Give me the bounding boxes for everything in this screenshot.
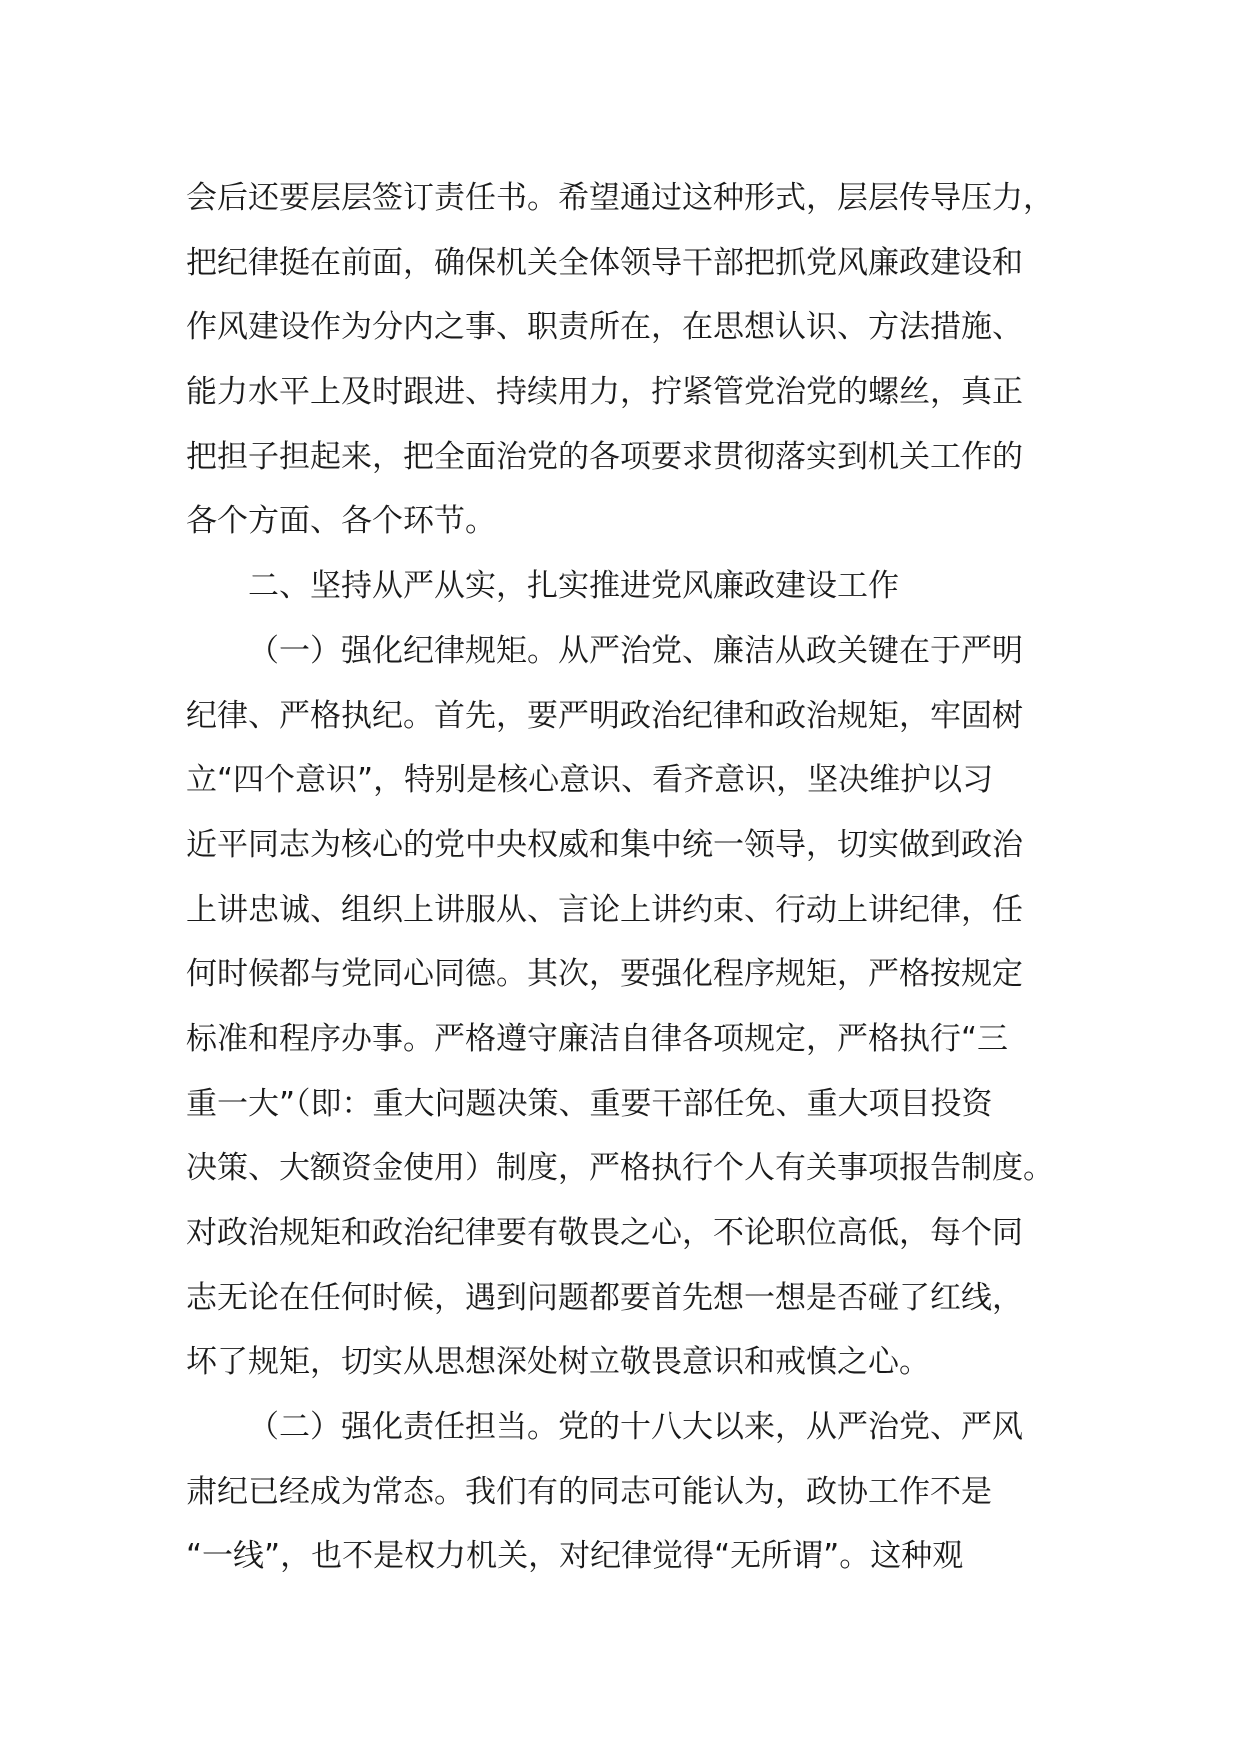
- text-line: 近平同志为核心的党中央权威和集中统一领导，切实做到政治: [186, 826, 1023, 863]
- subsection-heading: （一）强化纪律规矩。从严治党、廉洁从政关键在于严明: [248, 632, 1023, 669]
- text-line: 纪律、严格执纪。首先，要严明政治纪律和政治规矩，牢固树: [186, 697, 1023, 734]
- subsection-heading: （二）强化责任担当。党的十八大以来，从严治党、严风: [248, 1409, 1023, 1446]
- text-line: 各个方面、各个环节。: [186, 503, 496, 540]
- text-line: 把担子担起来，把全面治党的各项要求贯彻落实到机关工作的: [186, 438, 1023, 475]
- text-line: 作风建设作为分内之事、职责所在，在思想认识、方法措施、: [186, 309, 1023, 346]
- text-line: 何时候都与党同心同德。其次，要强化程序规矩，严格按规定: [186, 956, 1023, 993]
- text-line: 志无论在任何时候，遇到问题都要首先想一想是否碰了红线，: [186, 1279, 1023, 1316]
- text-line: 标准和程序办事。严格遵守廉洁自律各项规定，严格执行“三: [186, 1020, 1009, 1057]
- text-line: 会后还要层层签订责任书。希望通过这种形式，层层传导压力，: [186, 180, 1054, 216]
- section-heading: 二、坚持从严从实，扎实推进党风廉政建设工作: [248, 568, 899, 605]
- text-line: 重一大”（即：重大问题决策、重要干部任免、重大项目投资: [186, 1085, 993, 1122]
- text-line: 肃纪已经成为常态。我们有的同志可能认为，政协工作不是: [186, 1473, 992, 1510]
- text-line: 能力水平上及时跟进、持续用力，拧紧管党治党的螺丝，真正: [186, 374, 1023, 411]
- text-line: “一线”，也不是权力机关，对纪律觉得“无所谓”。这种观: [186, 1538, 964, 1575]
- document-body: [186, 166, 1058, 1589]
- text-line: 立“四个意识”，特别是核心意识、看齐意识，坚决维护以习: [186, 762, 994, 799]
- text-line: 上讲忠诚、组织上讲服从、言论上讲约束、行动上讲纪律，任: [186, 891, 1023, 928]
- text-line: 坏了规矩，切实从思想深处树立敬畏意识和戒慎之心。: [186, 1344, 930, 1381]
- text-line: 对政治规矩和政治纪律要有敬畏之心，不论职位高低，每个同: [186, 1215, 1023, 1251]
- text-line: 决策、大额资金使用）制度，严格执行个人有关事项报告制度。: [186, 1150, 1054, 1187]
- text-line: 把纪律挺在前面，确保机关全体领导干部把抓党风廉政建设和: [186, 244, 1023, 281]
